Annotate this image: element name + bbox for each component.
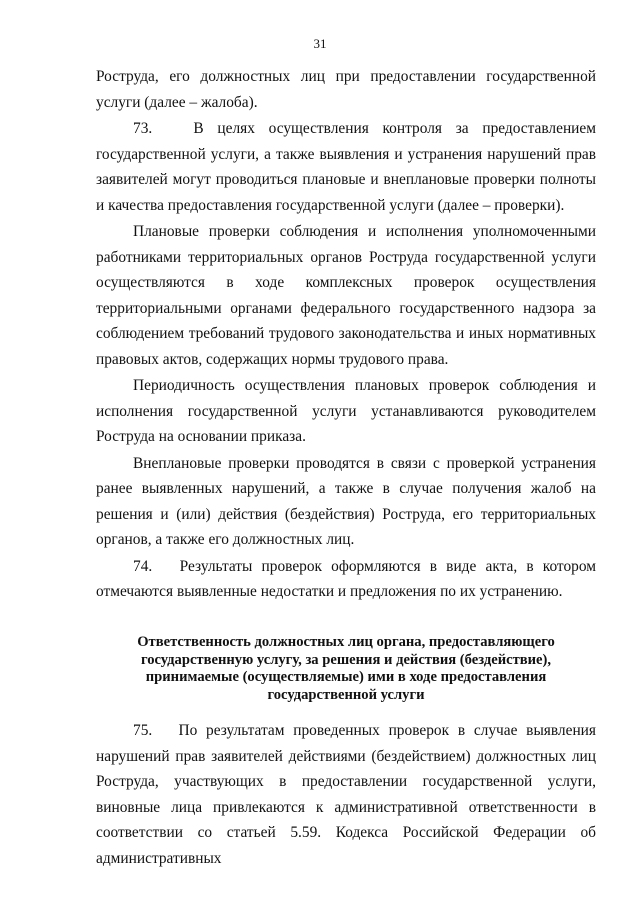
paragraph-unscheduled-inspections: Внеплановые проверки проводятся в связи с проверкой устранения ранее выявленных нарушений, а также в случае получения жалоб на решения и (или) действия (бездействия) Роструда, его территориальных органов, а также его должностных лиц.	[96, 454, 596, 548]
paragraph-inspection-frequency: Периодичность осуществления плановых проверок соблюдения и исполнения государственной услуги устанавливаются руководителем Роструда на основании приказа.	[96, 377, 596, 445]
page-number: 31	[313, 36, 327, 51]
section-heading-line: государственной услуги	[267, 686, 425, 703]
paragraph-planned-inspections: Плановые проверки соблюдения и исполнения уполномоченными работниками территориальных органов Роструда государственной услуги осуществляются в ходе комплексных проверок осуществления территориальными органами федерального государственного надзора за соблюдением требований трудового законодательства и иных нормативных правовых актов, содержащих нормы трудового права.	[96, 223, 596, 368]
paragraph-complaint-definition: Роструда, его должностных лиц при предоставлении государственной услуги (далее – жалоба).	[96, 68, 596, 111]
paragraph-73: 73. В целях осуществления контроля за предоставлением государственной услуги, а также выявления и устранения нарушений прав заявителей могут проводиться плановые и внеплановые проверки полноты и качества предоставления государственной услуги (далее – проверки).	[96, 120, 596, 214]
section-heading-line: Ответственность должностных лиц органа, предоставляющего	[137, 634, 555, 650]
document-body-continued	[96, 718, 596, 871]
section-heading-line: государственную услугу, за решения и действия (бездействие),	[140, 651, 552, 668]
section-heading	[96, 634, 596, 704]
paragraph-74: 74. Результаты проверок оформляются в виде акта, в котором отмечаются выявленные недостатки и предложения по их устранению.	[96, 557, 596, 600]
document-body	[96, 64, 596, 605]
section-heading-line: принимаемые (осуществляемые) ими в ходе предоставления	[145, 669, 547, 686]
paragraph-75: 75. По результатам проведенных проверок в случае выявления нарушений прав заявителей действиями (бездействием) должностных лиц Роструда, участвующих в предоставлении государственной услуги, виновные лица привлекаются к административной ответственности в соответствии со статьей 5.59. Кодекса Российской Федерации об административных	[96, 722, 596, 867]
